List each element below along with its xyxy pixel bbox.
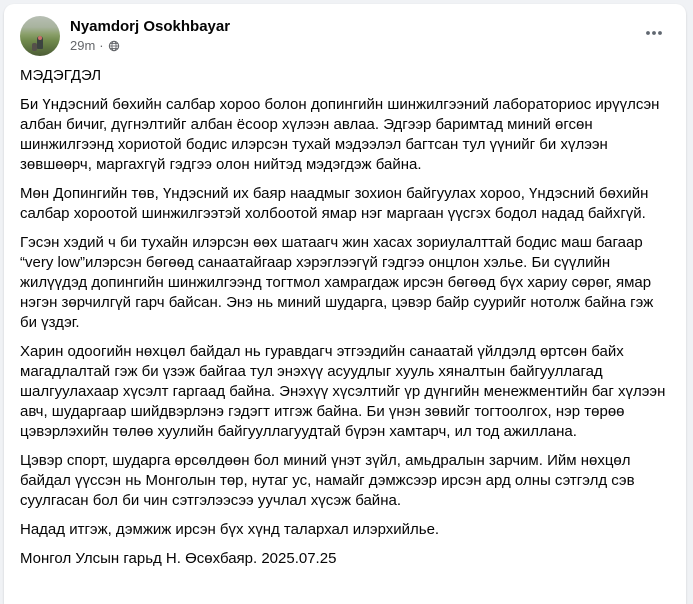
post-paragraph: Монгол Улсын гарьд Н. Өсөхбаяр. 2025.07.25 (20, 550, 337, 567)
post-paragraph: Надад итгэж, дэмжиж ирсэн бүх хүнд талархал илэрхийлье. (20, 521, 440, 538)
avatar-person-head (38, 36, 42, 40)
more-options-button[interactable] (638, 18, 670, 50)
post-header-info (70, 16, 638, 54)
post-paragraph: Гэсэн хэдий ч би тухайн илэрсэн өөх шатаагч жин хасах зориулалттай бодис маш багаар “very low”илэрсэн бөгөөд санаатайгаар хэрэглээгүй гэдгээ онцлон хэлье. Би сүүлийн жилүүдэд допингийн шинжилгээнд тогтмол хамрагдаж ирсэн бөгөөд бүх хариу сөрөг, ямар нэгэн зөрчилгүй гарч байсан. Энэ нь миний шударга, цэвэр байр суурийг нотолж байна гэж би үздэг. (20, 234, 654, 331)
ellipsis-icon (644, 23, 664, 46)
post-paragraph: Би Үндэсний бөхийн салбар хороо болон допингийн шинжилгээний лабораториос ирүүлсэн албан бичиг, дүгнэлтийг албан ёсоор хүлээн авлаа. Эдгээр баримтад миний өгсөн шинжилгээнд хориотой бодис илэрсэн тухай мэдээлэл багтсан тул үүнийг би хүлээн зөвшөөрч, маргахгүй гэдгээ олон нийтэд мэдэгдэж байна. (20, 96, 660, 173)
globe-icon (108, 40, 120, 52)
meta-separator: · (99, 38, 104, 53)
post-header (4, 4, 686, 56)
post-paragraph: МЭДЭГДЭЛ (20, 67, 102, 84)
post-timestamp[interactable]: 29m (70, 38, 96, 53)
post-paragraph: Харин одоогийн нөхцөл байдал нь гуравдагч этгээдийн санаатай үйлдэлд өртсөн байх магадлалтай гэж би үзэж байгаа тул энэхүү асуудлыг хууль хяналтын байгууллагад шалгуулахаар хүсэлт гаргаад байна. Энэхүү хүсэлтийг үр дүнгийн менежментийн баг хүлээн авч, шударгаар шийдвэрлэнэ гэдэгт итгэж байна. Би үнэн зөвийг тогтоолгох, нэр төрөө цэвэрлэхийн төлөө хуулийн байгууллагуудтай бүрэн хамтарч, ил тод ажиллана. (20, 343, 666, 440)
post-card (4, 4, 686, 604)
post-text (4, 56, 686, 585)
post-paragraph: Цэвэр спорт, шударга өрсөлдөөн бол миний үнэт зүйл, амьдралын зарчим. Ийм нөхцөл байдал үүссэн нь Монголын төр, нутаг ус, намайг дэмжсээр ирсэн ард олны сэтгэлд сэв суулгасан бол би чин сэтгэлээсээ уучлал хүсэж байна. (20, 452, 635, 509)
author-name-link[interactable]: Nyamdorj Osokhbayar (70, 18, 231, 35)
post-paragraph: Мөн Допингийн төв, Үндэсний их баяр наадмыг зохион байгуулах хороо, Үндэсний бөхийн салбар хороотой шинжилгээтэй холбоотой ямар нэг маргаан үүсгэх бодол надад байхгүй. (20, 185, 649, 222)
post-meta-row (70, 38, 638, 54)
profile-avatar[interactable] (20, 16, 60, 56)
